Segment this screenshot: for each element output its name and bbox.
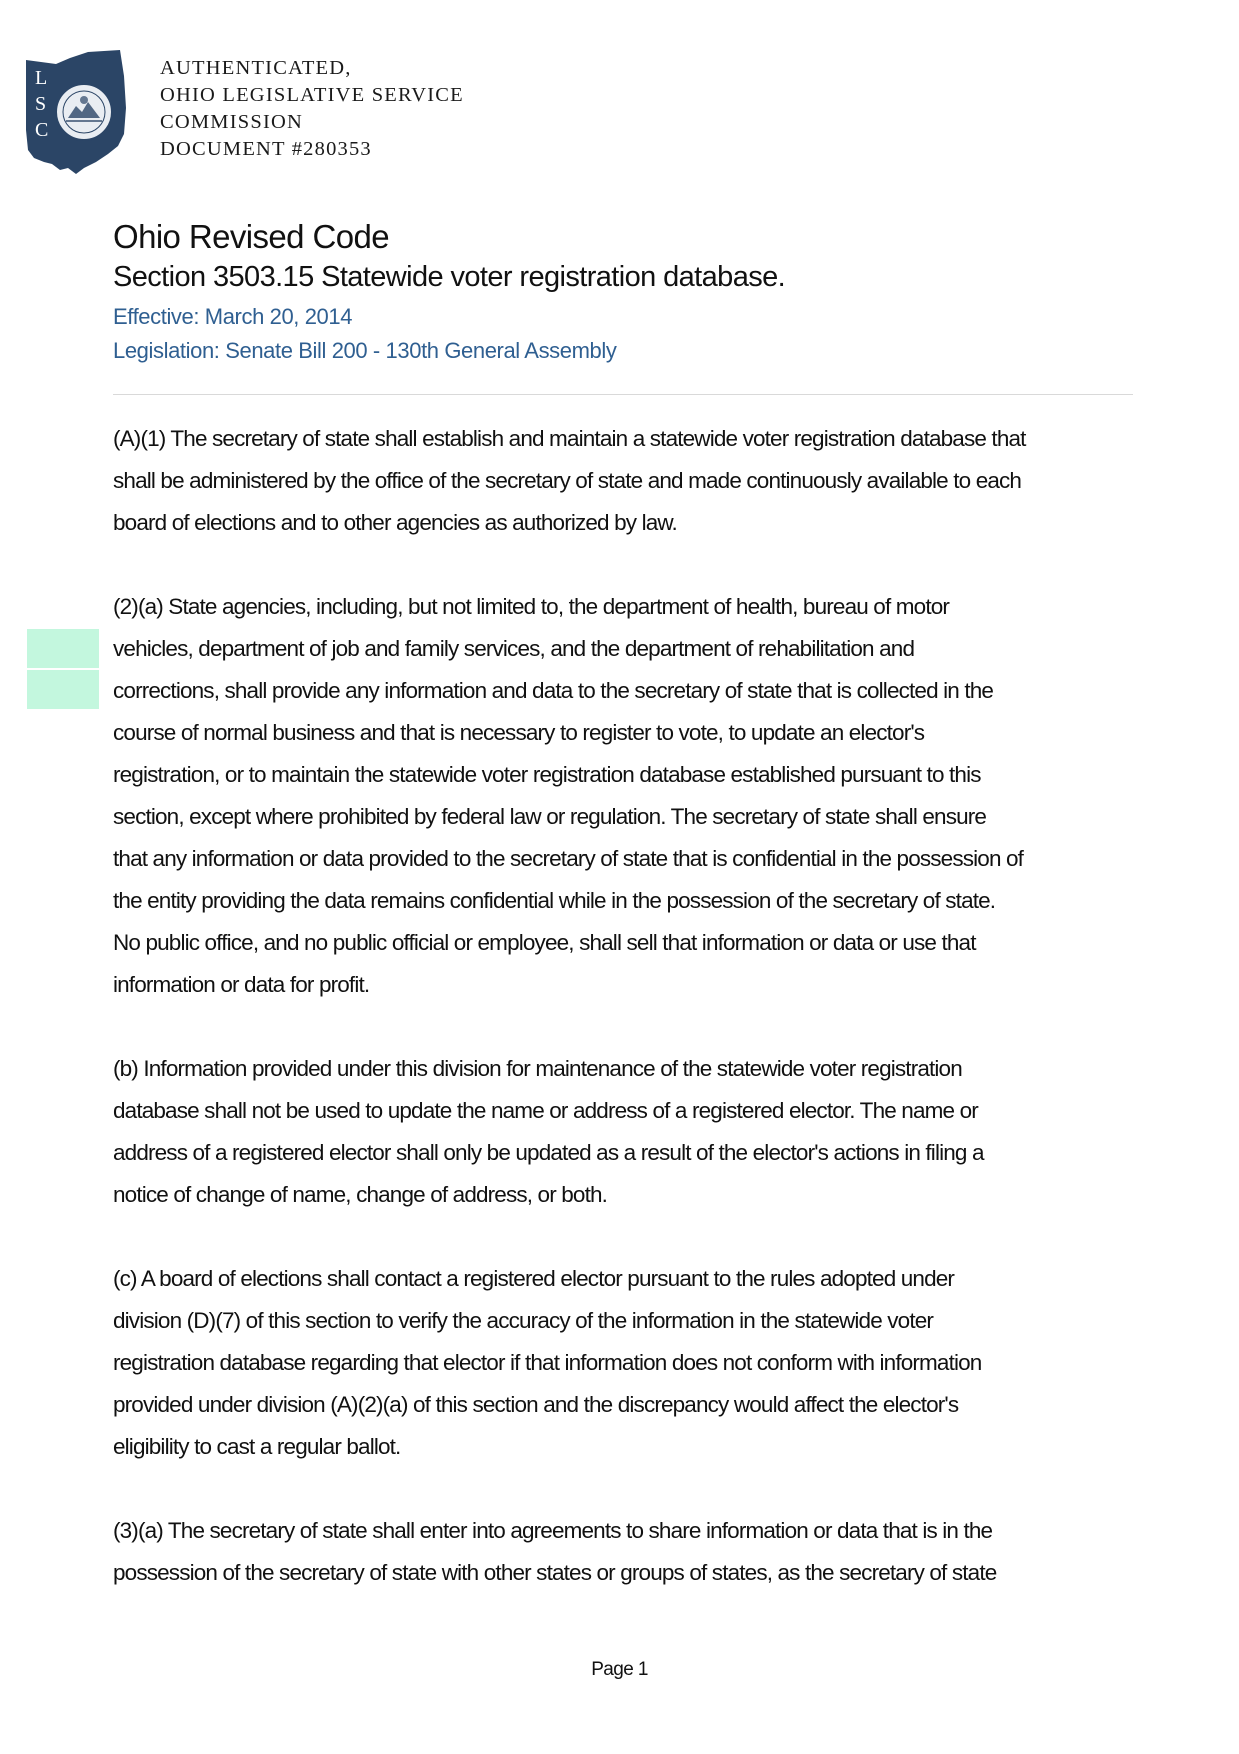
auth-line: COMMISSION: [160, 111, 303, 133]
paragraph-line: information or data for profit.: [113, 972, 370, 997]
paragraph-line: (3)(a) The secretary of state shall enter into agreements to share information or data that is in the: [113, 1518, 993, 1543]
paragraph: [113, 586, 1143, 1006]
margin-highlight: [27, 670, 99, 709]
paragraph-line: registration database regarding that elector if that information does not conform with information: [113, 1350, 982, 1375]
paragraph-line: section, except where prohibited by federal law or regulation. The secretary of state shall ensure: [113, 804, 987, 829]
section-body: [113, 418, 1143, 1636]
header-divider: [113, 394, 1133, 395]
code-title: Ohio Revised Code: [113, 218, 389, 255]
logo-letter-s: S: [35, 93, 47, 115]
lsc-logo: [24, 50, 140, 176]
paragraph-line: possession of the secretary of state with other states or groups of states, as the secretary of state: [113, 1560, 997, 1585]
paragraph-line: division (D)(7) of this section to verify the accuracy of the information in the statewide voter: [113, 1308, 934, 1333]
paragraph-line: eligibility to cast a regular ballot.: [113, 1434, 401, 1459]
section-title: Section 3503.15 Statewide voter registration database.: [113, 261, 786, 293]
paragraph-line: (A)(1) The secretary of state shall establish and maintain a statewide voter registration database that: [113, 426, 1026, 451]
logo-letter-l: L: [35, 67, 48, 89]
paragraph-line: shall be administered by the office of the secretary of state and made continuously available to each: [113, 468, 1022, 493]
authentication-statement: [160, 55, 464, 163]
paragraph-line: (2)(a) State agencies, including, but not limited to, the department of health, bureau of motor: [113, 594, 950, 619]
paragraph-line: database shall not be used to update the name or address of a registered elector. The name or: [113, 1098, 978, 1123]
paragraph-line: (b) Information provided under this division for maintenance of the statewide voter registration: [113, 1056, 962, 1081]
paragraph-line: board of elections and to other agencies as authorized by law.: [113, 510, 677, 535]
paragraph-line: (c) A board of elections shall contact a registered elector pursuant to the rules adopted under: [113, 1266, 955, 1291]
paragraph-line: provided under division (A)(2)(a) of this section and the discrepancy would affect the elector's: [113, 1392, 959, 1417]
paragraph-line: course of normal business and that is necessary to register to vote, to update an elector's: [113, 720, 925, 745]
paragraph: [113, 1510, 1143, 1594]
legislation-reference: Legislation: Senate Bill 200 - 130th General Assembly: [113, 338, 617, 363]
paragraph: [113, 418, 1143, 544]
margin-highlight: [27, 629, 99, 668]
paragraph-line: registration, or to maintain the statewide voter registration database established pursuant to this: [113, 762, 981, 787]
paragraph-line: corrections, shall provide any information and data to the secretary of state that is collected in the: [113, 678, 994, 703]
paragraph-line: vehicles, department of job and family services, and the department of rehabilitation and: [113, 636, 915, 661]
paragraph: [113, 1048, 1143, 1216]
auth-line: AUTHENTICATED,: [160, 57, 352, 79]
effective-date: Effective: March 20, 2014: [113, 304, 353, 329]
auth-line: DOCUMENT #280353: [160, 138, 372, 160]
auth-line: OHIO LEGISLATIVE SERVICE: [160, 84, 464, 106]
page-number: Page 1: [591, 1659, 648, 1680]
paragraph-line: No public office, and no public official or employee, shall sell that information or data or use that: [113, 930, 976, 955]
paragraph-line: the entity providing the data remains confidential while in the possession of the secretary of state.: [113, 888, 996, 913]
title-block: [113, 216, 1133, 368]
paragraph-line: notice of change of name, change of address, or both.: [113, 1182, 608, 1207]
paragraph-line: that any information or data provided to the secretary of state that is confidential in the possession of: [113, 846, 1024, 871]
paragraph-line: address of a registered elector shall only be updated as a result of the elector's actions in filing a: [113, 1140, 984, 1165]
logo-letter-c: C: [35, 119, 49, 141]
paragraph: [113, 1258, 1143, 1468]
